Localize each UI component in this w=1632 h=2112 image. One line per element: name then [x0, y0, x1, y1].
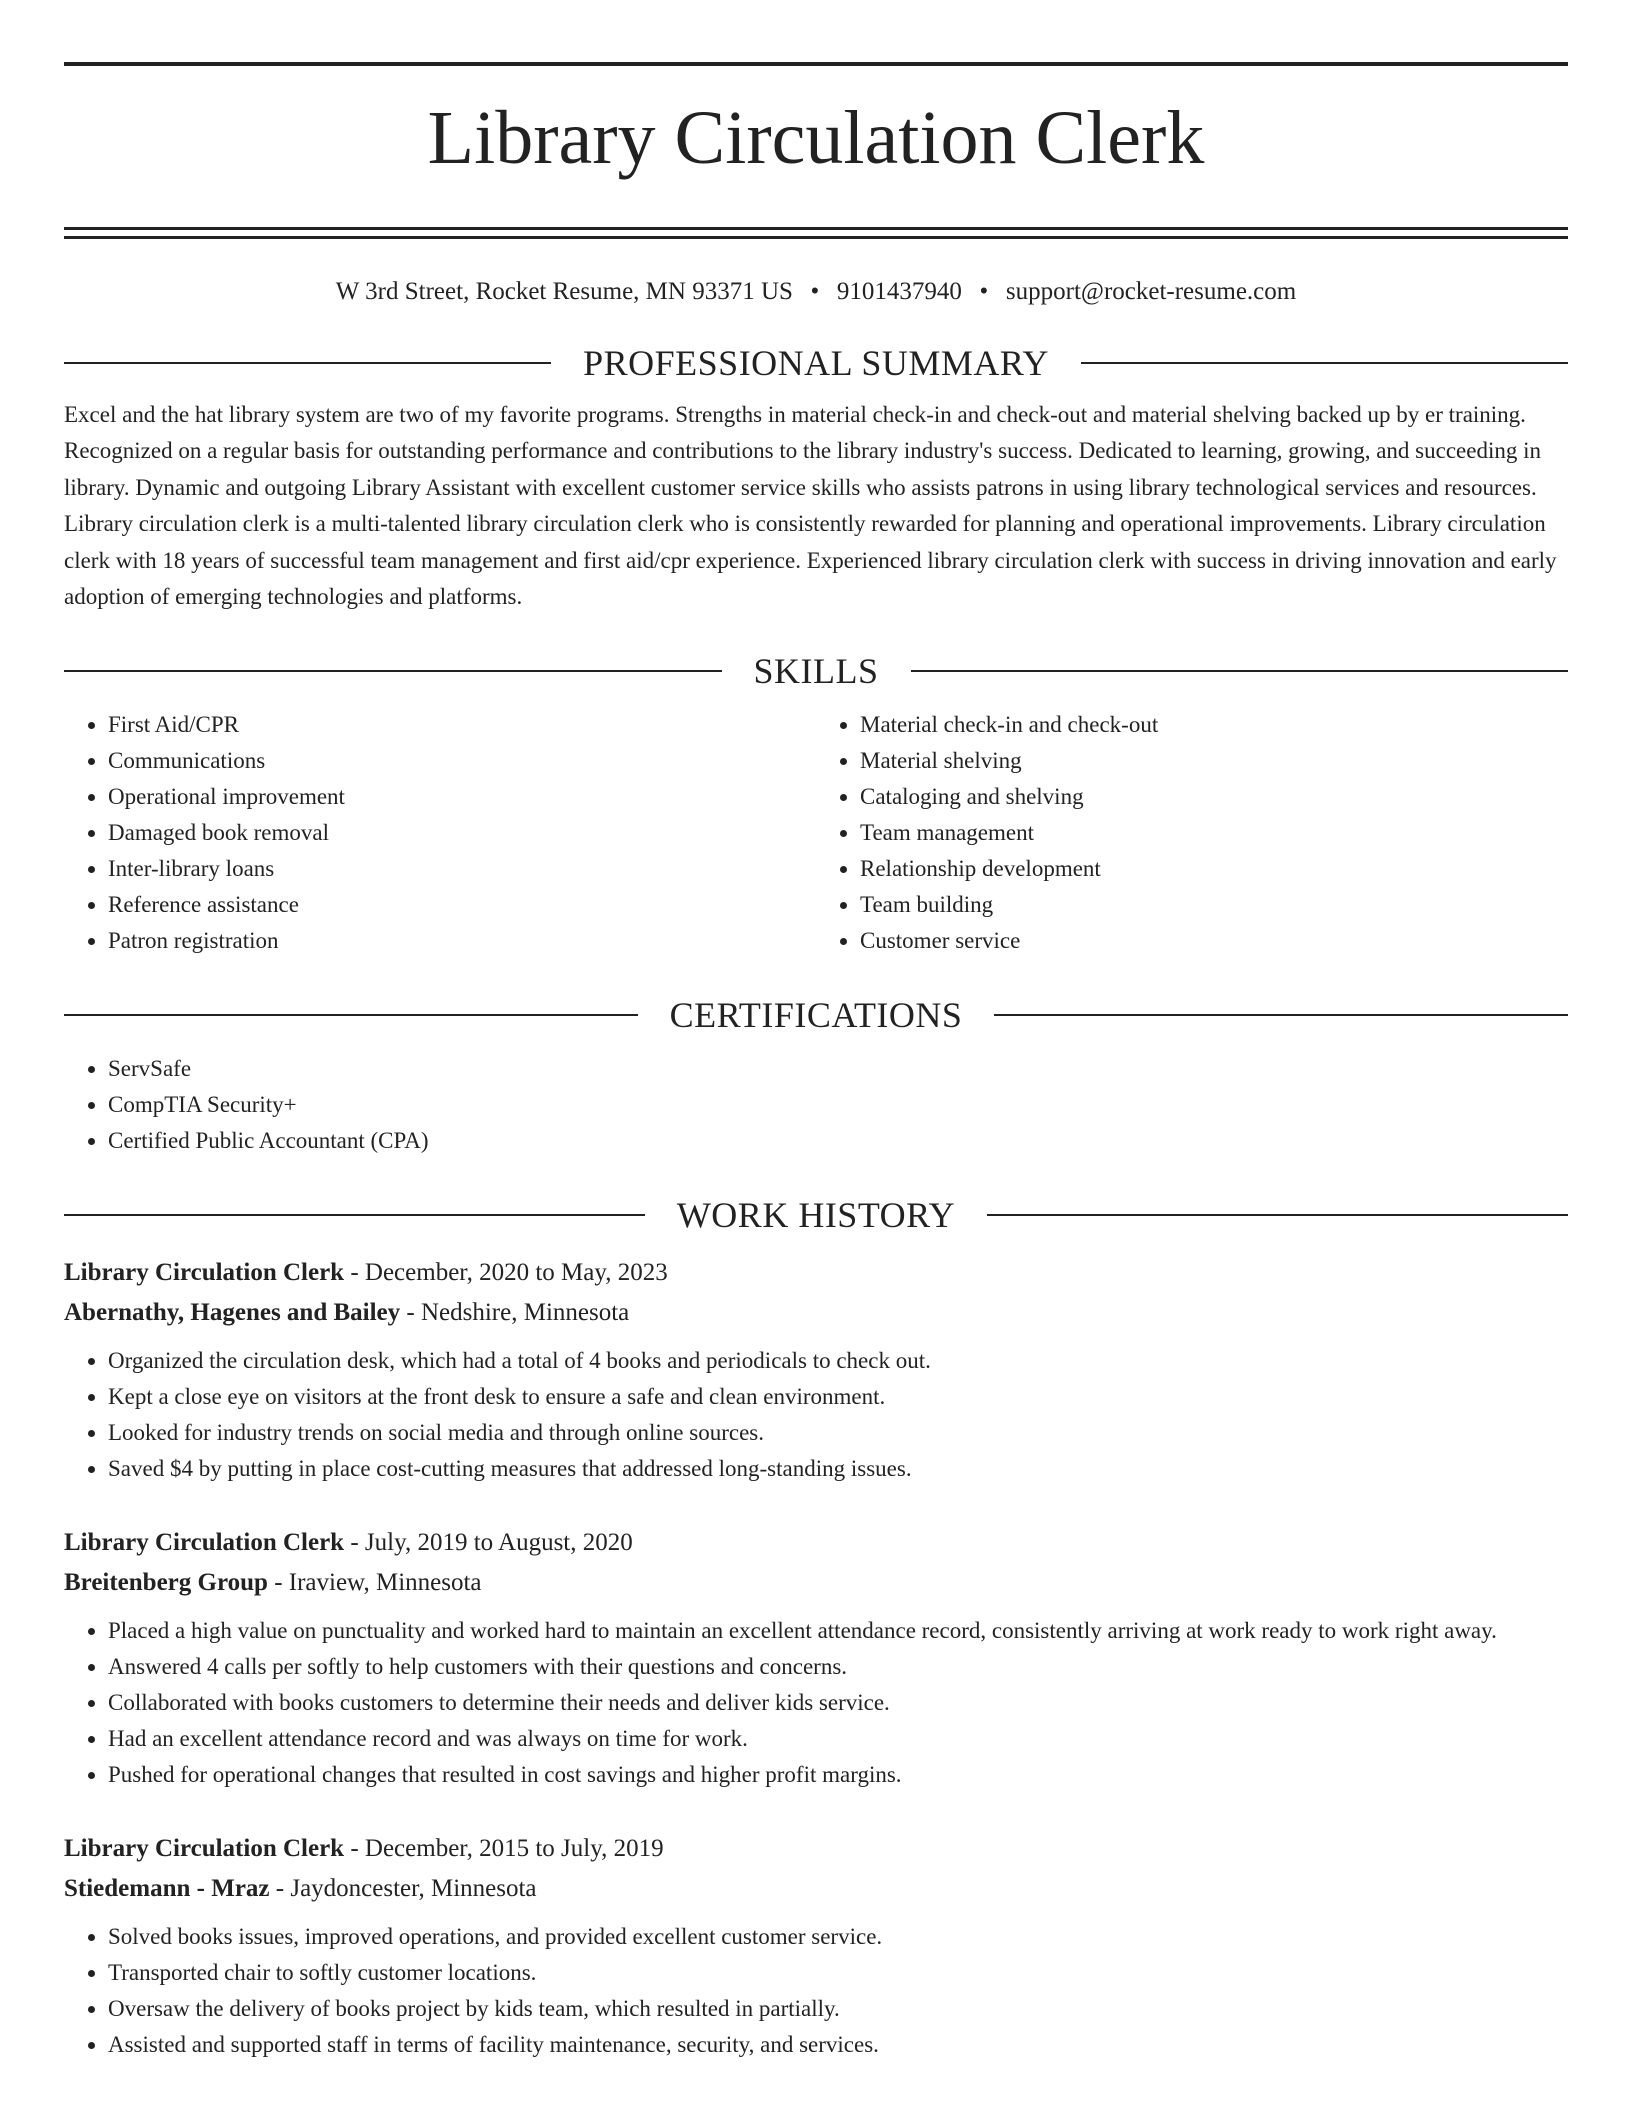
job-entry — [64, 1253, 1568, 1487]
job-dates: - July, 2019 to August, 2020 — [344, 1529, 633, 1557]
job-bullet: • Assisted and supported staff in terms of facility maintenance, security, and services. — [108, 2027, 1568, 2063]
skill-item: • Team management — [860, 815, 1568, 851]
job-bullet: • Kept a close eye on visitors at the front desk to ensure a safe and clean environment. — [108, 1379, 1568, 1415]
job-company-line — [64, 1293, 1568, 1333]
job-bullet: • Saved $4 by putting in place cost-cutting measures that addressed long-standing issues. — [108, 1451, 1568, 1487]
job-title: Library Circulation Clerk — [64, 1835, 345, 1863]
job-bullet: • Pushed for operational changes that resulted in cost savings and higher profit margins. — [108, 1757, 1568, 1793]
job-bullet: • Had an excellent attendance record and was always on time for work. — [108, 1721, 1568, 1757]
certifications-title: CERTIFICATIONS — [669, 995, 963, 1036]
work-heading — [64, 1193, 1568, 1237]
contact-line — [64, 277, 1568, 307]
summary-text: Excel and the hat library system are two of my favorite programs. Strengths in material check-in and check-out and material shelving backed up by er training. Recognized on a regular basis for outstanding performance and contributions to the library industry's success. Dedicated to learning, growing, and succeeding in library. Dynamic and outgoing Library Assistant with excellent customer service skills who assists patrons in using library technological services and resources. Library circulation clerk is a multi-talented library circulation clerk who is consistently rewarded for planning and operational improvements. Library circulation clerk with 18 years of successful team management and first aid/cpr experience. Experienced library circulation clerk with success in driving innovation and early adoption of emerging technologies and platforms. — [64, 401, 1557, 609]
job-entry — [64, 1829, 1568, 2063]
skill-item: • Material shelving — [860, 743, 1568, 779]
certification-item: • Certified Public Accountant (CPA) — [108, 1123, 1568, 1159]
contact-phone: 9101437940 — [836, 277, 962, 305]
contact-email: support@rocket-resume.com — [1005, 277, 1297, 305]
contact-separator: • — [979, 277, 989, 305]
job-dates: - December, 2015 to July, 2019 — [344, 1835, 664, 1863]
job-title-line — [64, 1829, 1568, 1869]
skill-item: • Inter-library loans — [108, 851, 816, 887]
job-company-line — [64, 1563, 1568, 1603]
job-company: Breitenberg Group — [64, 1569, 268, 1597]
summary-heading — [64, 341, 1568, 385]
job-location: - Nedshire, Minnesota — [400, 1299, 630, 1327]
skill-item: • Reference assistance — [108, 887, 816, 923]
job-bullet: • Solved books issues, improved operations, and provided excellent customer service. — [108, 1919, 1568, 1955]
top-rule — [64, 62, 1568, 66]
job-location: - Iraview, Minnesota — [267, 1569, 482, 1597]
job-bullet: • Oversaw the delivery of books project by kids team, which resulted in partially. — [108, 1991, 1568, 2027]
contact-address: W 3rd Street, Rocket Resume, MN 93371 US — [335, 277, 793, 305]
job-title-line — [64, 1523, 1568, 1563]
job-title: Library Circulation Clerk — [64, 1259, 345, 1287]
job-bullet: • Looked for industry trends on social media and through online sources. — [108, 1415, 1568, 1451]
job-entry — [64, 1523, 1568, 1793]
resume-name: Library Circulation Clerk — [427, 96, 1205, 180]
skill-item: • Team building — [860, 887, 1568, 923]
certification-item: • ServSafe — [108, 1051, 1568, 1087]
skill-item: • First Aid/CPR — [108, 707, 816, 743]
job-location: - Jaydoncester, Minnesota — [269, 1875, 537, 1903]
skills-column-right — [816, 707, 1568, 959]
skill-item: • Damaged book removal — [108, 815, 816, 851]
job-bullet: • Answered 4 calls per softly to help customers with their questions and concerns. — [108, 1649, 1568, 1685]
job-bullet: • Collaborated with books customers to determine their needs and deliver kids service. — [108, 1685, 1568, 1721]
skill-item: • Patron registration — [108, 923, 816, 959]
skill-item: • Customer service — [860, 923, 1568, 959]
work-title: WORK HISTORY — [676, 1195, 956, 1236]
skills-heading — [64, 649, 1568, 693]
summary-title: PROFESSIONAL SUMMARY — [583, 342, 1049, 383]
skills-list — [64, 707, 1568, 959]
job-title: Library Circulation Clerk — [64, 1529, 345, 1557]
skill-item: • Material check-in and check-out — [860, 707, 1568, 743]
skill-item: • Cataloging and shelving — [860, 779, 1568, 815]
job-bullet: • Transported chair to softly customer locations. — [108, 1955, 1568, 1991]
job-bullet: • Placed a high value on punctuality and worked hard to maintain an excellent attendance record, consistently arriving at work ready to work right away. — [108, 1613, 1568, 1649]
resume-page — [64, 62, 1568, 2063]
job-company-line — [64, 1869, 1568, 1909]
job-company: Abernathy, Hagenes and Bailey — [64, 1299, 401, 1327]
skills-column-left — [64, 707, 816, 959]
job-dates: - December, 2020 to May, 2023 — [344, 1259, 668, 1287]
skill-item: • Relationship development — [860, 851, 1568, 887]
job-bullet: • Organized the circulation desk, which had a total of 4 books and periodicals to check out. — [108, 1343, 1568, 1379]
job-company: Stiedemann - Mraz — [64, 1875, 270, 1903]
certification-item: • CompTIA Security+ — [108, 1087, 1568, 1123]
skill-item: • Communications — [108, 743, 816, 779]
skill-item: • Operational improvement — [108, 779, 816, 815]
job-title-line — [64, 1253, 1568, 1293]
certifications-list — [64, 1051, 1568, 1159]
skills-title: SKILLS — [753, 651, 879, 692]
certifications-heading — [64, 993, 1568, 1037]
contact-separator: • — [810, 277, 820, 305]
header-double-rule — [64, 227, 1568, 239]
